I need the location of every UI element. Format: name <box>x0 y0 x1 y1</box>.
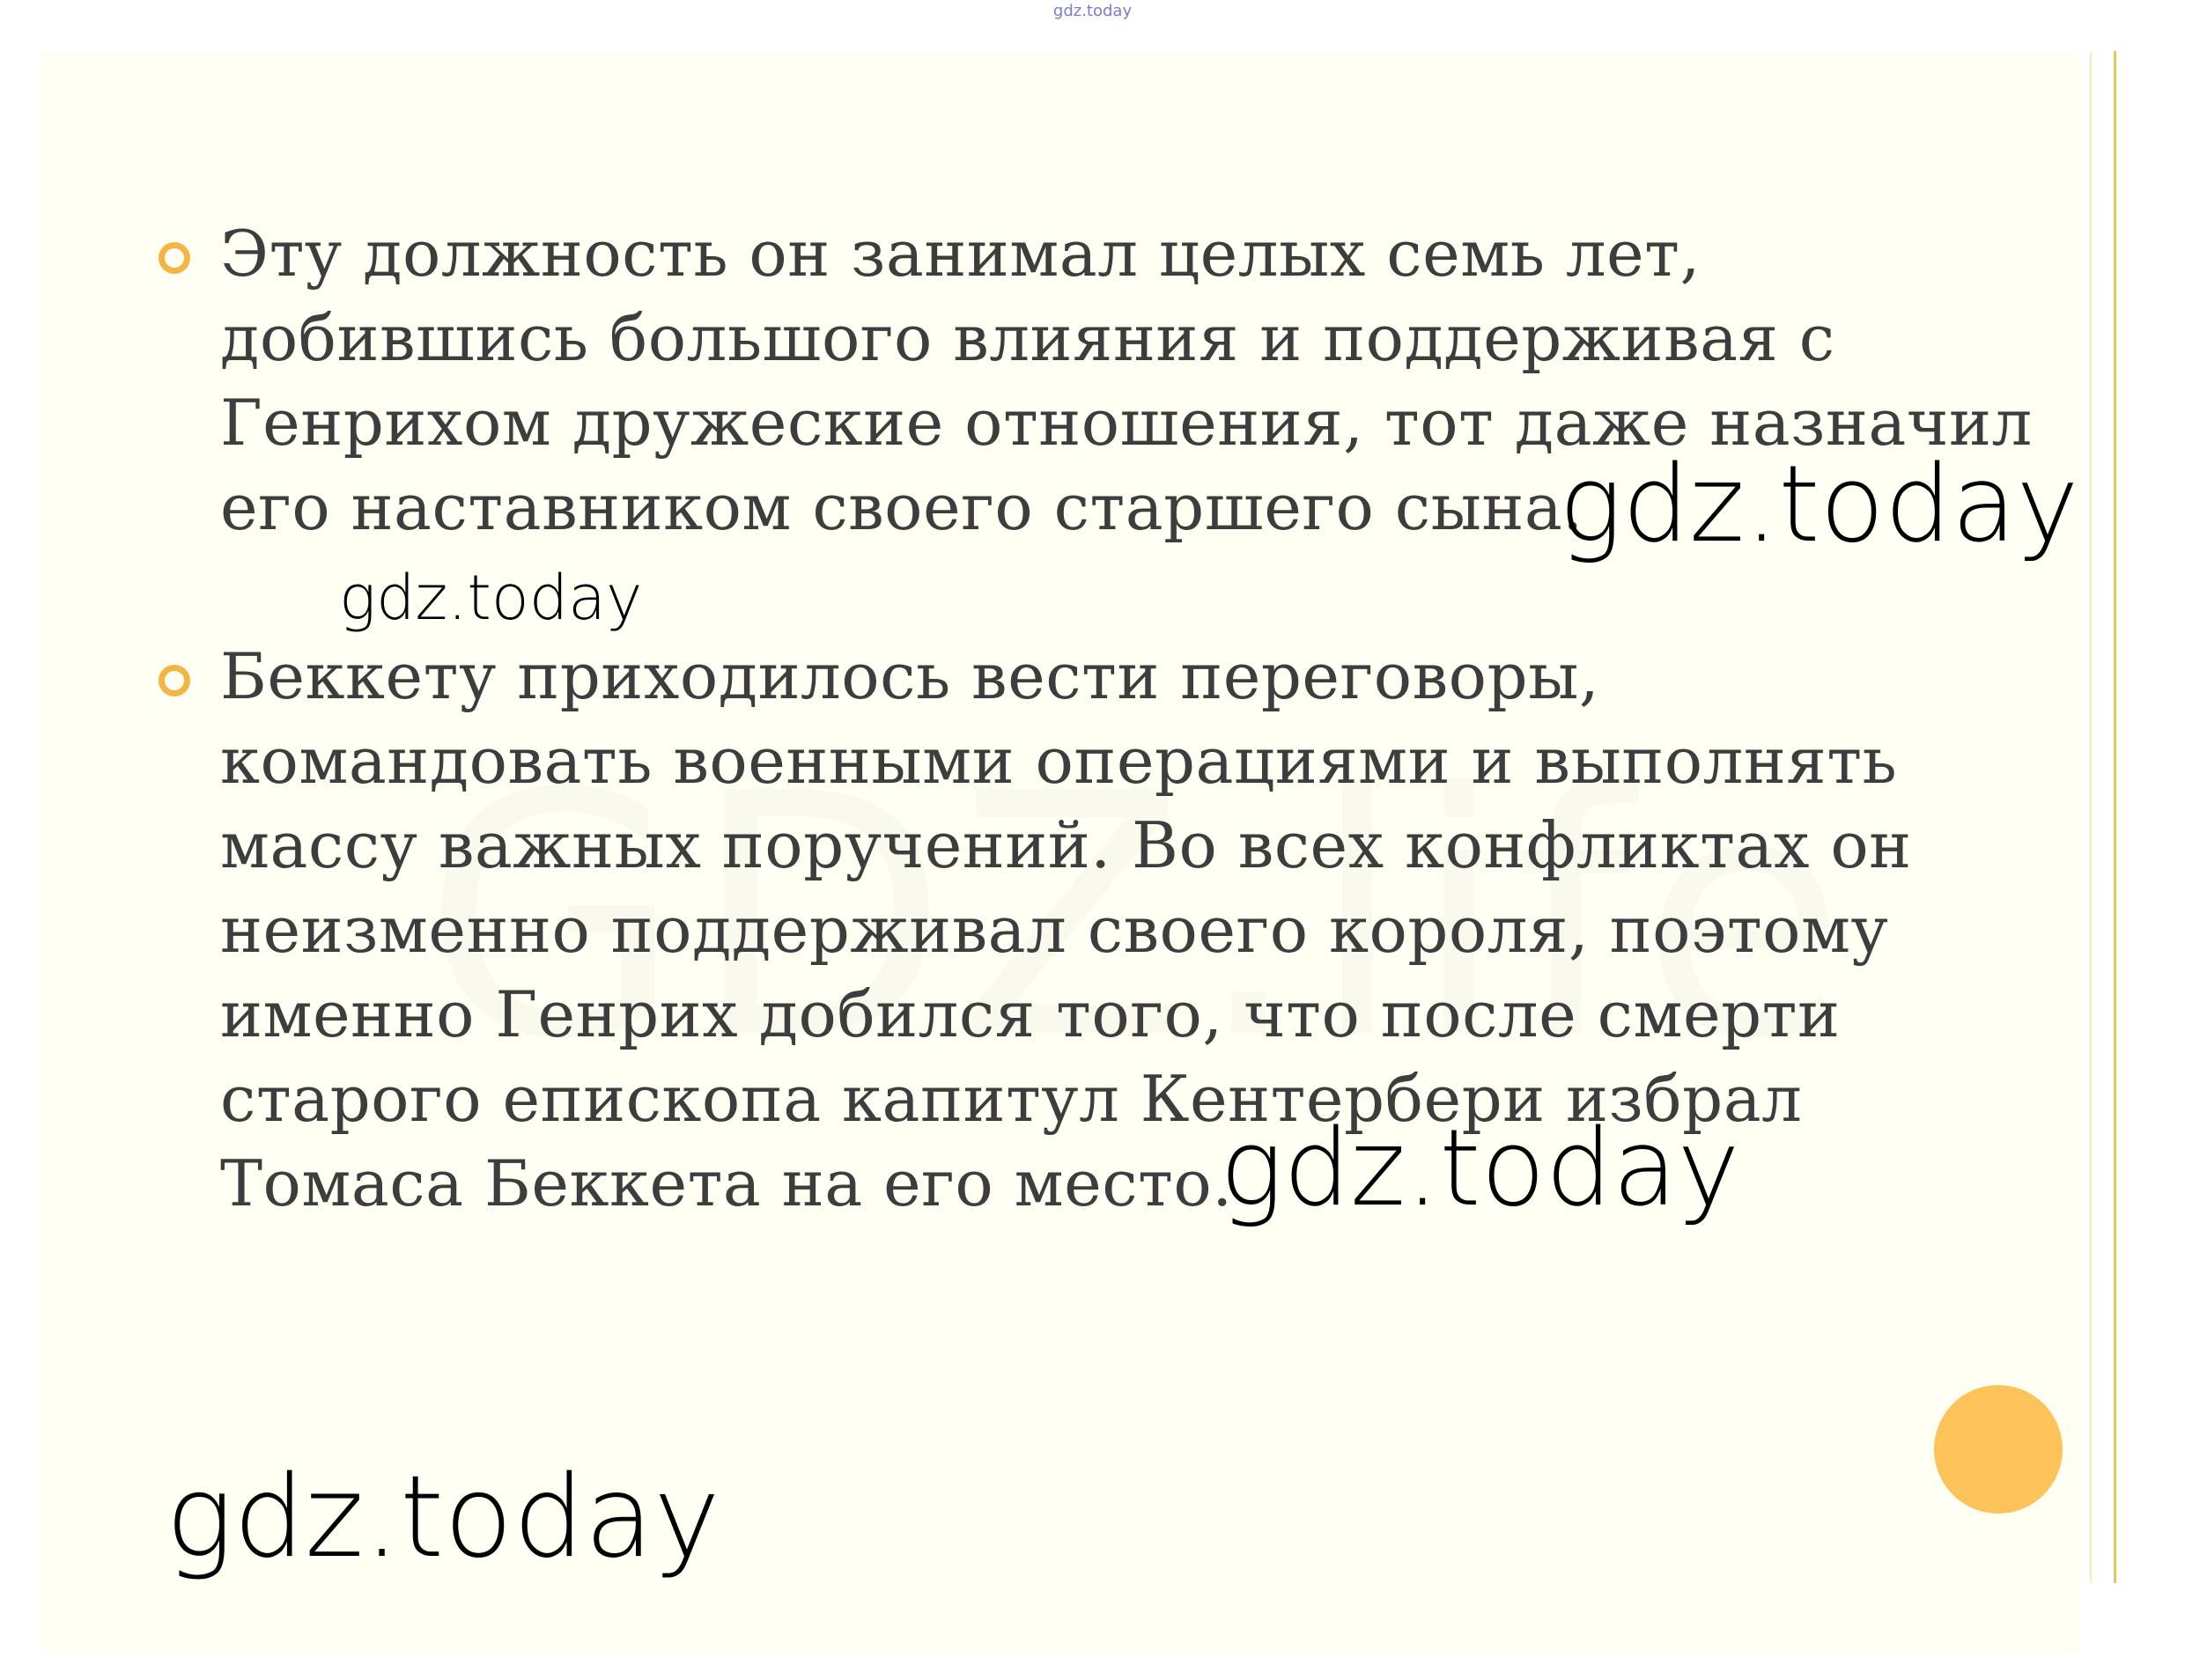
bullet-ring-icon <box>159 665 190 696</box>
slide-edge-rule-light <box>2090 51 2092 1583</box>
slide-edge-rule <box>2114 51 2116 1583</box>
bullet-ring-icon <box>159 242 190 274</box>
bullet-line: добившись большого влияния и поддерживая с <box>220 301 1835 375</box>
decorative-circle <box>1934 1385 2063 1514</box>
bullet-line: Томаса Беккета на его место. <box>220 1146 1233 1220</box>
watermark-text: gdz.today <box>339 562 643 634</box>
watermark-text: gdz.today <box>1559 444 2079 566</box>
site-watermark-top: gdz.today <box>1052 2 1133 20</box>
bullet-line: массу важных поручений. Во всех конфликтах он <box>220 808 1912 882</box>
bullet-line: Беккету приходилось вести переговоры, <box>220 639 1600 713</box>
bullet-item <box>159 634 2052 1230</box>
bullet-line: неизменно поддерживал своего короля, поэтому <box>220 893 1889 967</box>
bullet-line: Генрихом дружеские отношения, тот даже назначил <box>220 386 2033 460</box>
slide-bullet-list <box>159 211 2052 1230</box>
bullet-line: именно Генрих добился того, что после смерти <box>220 977 1841 1051</box>
bullet-line: его наставником своего старшего сына. <box>220 470 1583 544</box>
bullet-line: старого епископа капитул Кентербери избрал <box>220 1062 1803 1136</box>
bullet-line: командовать военными операциями и выполнять <box>220 724 1898 798</box>
watermark-text: gdz.today <box>1220 1108 1740 1230</box>
watermark-text: gdz.today <box>166 1452 720 1583</box>
bullet-line: Эту должность он занимал целых семь лет, <box>220 217 1701 291</box>
